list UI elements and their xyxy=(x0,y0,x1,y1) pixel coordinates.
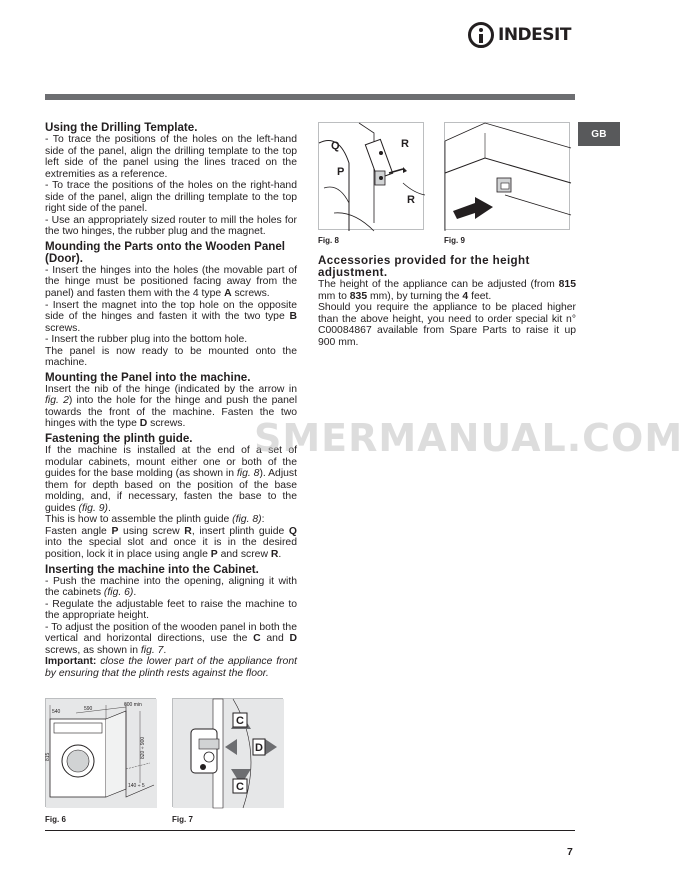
paragraph: - Push the machine into the opening, aligning it with the cabinets (fig. 6). xyxy=(45,575,297,599)
section-mounding xyxy=(45,241,297,369)
header-bar xyxy=(45,94,575,100)
language-tab: GB xyxy=(578,122,620,146)
paragraph: - Insert the hinges into the holes (the movable part of the hinge must be positioned facing away from the panel) and fasten them with the 4 type A screws. xyxy=(45,264,297,300)
paragraph: Fasten angle P using screw R, insert plinth guide Q into the special slot and once it is in the desired position, lock it in place using angle P and screw R. xyxy=(45,525,298,560)
paragraph: The height of the appliance can be adjusted (from 815 mm to 835 mm), by turning the 4 feet. xyxy=(318,279,576,302)
fig8-label-r-top: R xyxy=(401,138,409,150)
right-column xyxy=(318,255,576,349)
paragraph: - To adjust the position of the wooden panel in both the vertical and horizontal directions, use the C and D screws, as shown in fig. 7. xyxy=(45,621,297,656)
figure-7-caption: Fig. 7 xyxy=(172,815,193,824)
left-column xyxy=(45,122,297,682)
fig6-dim-540: 540 xyxy=(52,709,61,715)
brand-logo xyxy=(468,22,571,48)
important-note: Important: close the lower part of the appliance front by ensuring that the plinth rests against the floor. xyxy=(45,656,297,679)
figure-8-caption: Fig. 8 xyxy=(318,236,339,245)
section-title: Fastening the plinth guide. xyxy=(45,432,193,446)
fig7-label-d: D xyxy=(255,742,263,754)
fig6-dim-590: 590 xyxy=(84,706,93,712)
fig8-label-r-bottom: R xyxy=(407,194,415,206)
push-arrow-icon xyxy=(453,197,493,219)
cabinet-install-drawing xyxy=(46,699,157,808)
section-drilling xyxy=(45,122,297,238)
paragraph: Insert the nib of the hinge (indicated by the arrow in fig. 2) into the hole for the hinge and push the panel towards the front of the machine. Fasten the two hinges with the type D screws. xyxy=(45,383,297,430)
section-title: Mounting the Panel into the machine. xyxy=(45,370,251,384)
brand-name: INDESIT xyxy=(498,25,571,45)
fig8-label-q: Q xyxy=(331,140,340,152)
fig7-label-c-bottom: C xyxy=(236,781,244,793)
paragraph: - To trace the positions of the holes on the right-hand side of the panel, align the drilling template to the top right side of the panel. xyxy=(45,180,297,215)
paragraph: - Use an appropriately sized router to mill the holes for the two hinges, the rubber plug and the magnet. xyxy=(45,214,297,238)
footer-rule xyxy=(45,830,575,831)
figure-6-caption: Fig. 6 xyxy=(45,815,66,824)
figure-6 xyxy=(45,698,156,807)
fig7-label-c-top: C xyxy=(236,715,244,727)
paragraph: - Regulate the adjustable feet to raise the machine to the appropriate height. xyxy=(45,598,297,622)
paragraph: The panel is now ready to be mounted onto the machine. xyxy=(45,345,297,369)
page-number: 7 xyxy=(567,846,573,858)
section-title: Using the Drilling Template. xyxy=(45,121,198,134)
fig8-label-p: P xyxy=(337,166,345,178)
brand-mark-icon xyxy=(468,22,494,48)
paragraph: If the machine is installed at the end of a set of modular cabinets, mount either one or both of the guides for the base molding (as shown in fig. 8). Adjust them for depth based on the position of the base molding, and, if necessary, fasten the base to the guides (fig. 9). xyxy=(45,445,297,514)
hinge-adjust-drawing xyxy=(173,699,284,808)
section-title: Mounding the Parts onto the Wooden Panel (Door). xyxy=(45,239,286,265)
fig6-dim-600: 600 min xyxy=(124,702,142,708)
paragraph: - Insert the magnet into the top hole on the opposite side of the hinges and fasten it with the two type B screws. xyxy=(45,299,297,334)
figure-8 xyxy=(318,122,424,230)
watermark: SMERMANUAL.COM xyxy=(254,416,683,460)
paragraph: Should you require the appliance to be placed higher than the above height, you need to order special kit n° C00084867 available from Spare Parts to raise it up 900 mm. xyxy=(318,302,576,348)
paragraph: - To trace the positions of the holes on the left-hand side of the panel, align the drilling template to the top left side of the panel using the lines traced on the extremities as a reference. xyxy=(45,134,297,180)
plinth-base-drawing xyxy=(445,123,571,231)
figure-7 xyxy=(172,698,283,807)
section-inserting xyxy=(45,564,297,680)
paragraph: - Insert the rubber plug into the bottom hole. xyxy=(45,334,248,346)
plinth-guide-drawing xyxy=(319,123,425,231)
figure-9-caption: Fig. 9 xyxy=(444,236,465,245)
section-title: Accessories provided for the height adjustment. xyxy=(318,254,530,279)
fig6-dim-height: 820 ÷ 900 xyxy=(140,736,146,759)
figure-9 xyxy=(444,122,570,230)
section-title: Inserting the machine into the Cabinet. xyxy=(45,562,259,576)
fig6-dim-815: 815 xyxy=(45,752,51,761)
paragraph: This is how to assemble the plinth guide (fig. 8): xyxy=(45,514,265,526)
fig6-dim-depth: 140 ÷ 5 xyxy=(128,783,145,789)
